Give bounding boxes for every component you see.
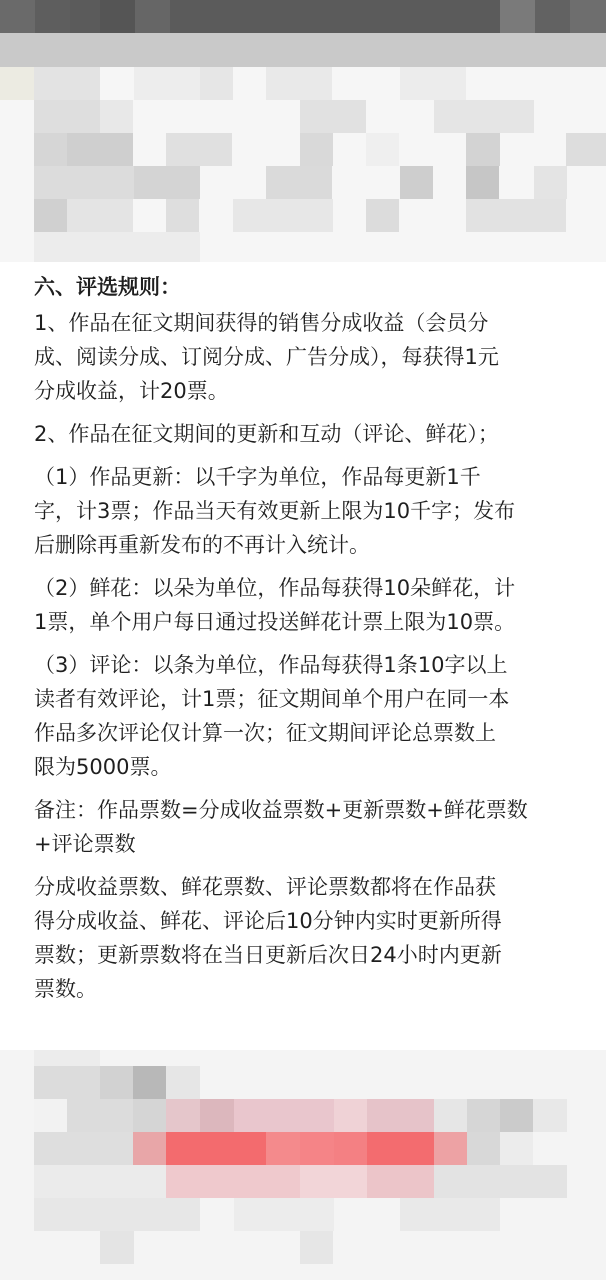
redaction-block (300, 133, 333, 166)
redaction-block (100, 1066, 133, 1099)
redaction-block (400, 67, 466, 100)
redaction-block (300, 1132, 334, 1165)
redaction-block (434, 1099, 467, 1132)
redaction-block (134, 166, 200, 199)
section-heading: 六、评选规则： (34, 275, 181, 299)
redaction-block (334, 1132, 367, 1165)
redacted-image-top (0, 67, 606, 262)
redaction-block (466, 166, 499, 199)
redaction-block (166, 1099, 200, 1132)
redaction-block (34, 1165, 166, 1198)
status-bar-block (35, 0, 70, 33)
redaction-block (100, 100, 133, 133)
redaction-block (467, 1132, 500, 1165)
redaction-block (400, 166, 433, 199)
redaction-block (166, 199, 199, 232)
redaction-block (34, 133, 67, 166)
redaction-block (34, 1050, 100, 1066)
redaction-block (34, 1132, 133, 1165)
redaction-block (266, 67, 332, 100)
status-bar-block (135, 0, 170, 33)
rule-paragraph-comments: （3）评论：以条为单位，作品每获得1条10字以上 读者有效评论，计1票；征文期间单个用户在同一本 作品多次评论仅计算一次；征文期间评论总票数上 限为5000票。 (34, 653, 510, 779)
redaction-block (166, 1132, 266, 1165)
rule-paragraph-1: 1、作品在征文期间获得的销售分成收益（会员分 成、阅读分成、订阅分成、广告分成），每获得1元 分成收益，计20票。 (34, 311, 499, 403)
redaction-block (434, 1165, 567, 1198)
rule-paragraph-flowers: （2）鲜花：以朵为单位，作品每获得10朵鲜花，计 1票，单个用户每日通过投送鲜花计票上限为10票。 (34, 576, 516, 634)
redaction-block (233, 199, 333, 232)
redaction-block (300, 100, 366, 133)
redaction-block (367, 1165, 434, 1198)
redaction-block (334, 1099, 367, 1132)
redaction-block (434, 1132, 467, 1165)
redaction-block (133, 1132, 166, 1165)
redaction-block (34, 166, 134, 199)
redaction-block (366, 133, 399, 166)
redaction-block (34, 1066, 100, 1099)
redaction-block (166, 1066, 200, 1099)
redaction-block (133, 1066, 166, 1099)
status-bar-block (100, 0, 135, 33)
redaction-block (166, 1165, 300, 1198)
redaction-block (534, 166, 567, 199)
redaction-block (500, 1132, 533, 1165)
redaction-block (300, 1231, 333, 1264)
status-bar-block (0, 0, 35, 33)
article-content (34, 270, 582, 1015)
redaction-block (34, 199, 67, 232)
redaction-block (67, 199, 133, 232)
redaction-block (366, 199, 399, 232)
redaction-block (500, 1099, 533, 1132)
redaction-block (533, 1099, 567, 1132)
status-bar-block (500, 0, 535, 33)
redaction-block (466, 133, 500, 166)
redaction-block (234, 1099, 334, 1132)
redaction-block (466, 199, 566, 232)
status-bar-block (570, 0, 606, 33)
redaction-block (0, 67, 34, 100)
redaction-block (234, 1198, 334, 1231)
redaction-block (67, 1099, 133, 1132)
redaction-block (134, 67, 200, 100)
redaction-block (34, 100, 100, 133)
redaction-block (266, 1132, 300, 1165)
redaction-block (34, 67, 100, 100)
redaction-block (200, 1099, 234, 1132)
redaction-block (300, 1165, 367, 1198)
redaction-block (100, 1231, 134, 1264)
redaction-block (367, 1132, 434, 1165)
redaction-block (566, 133, 606, 166)
redaction-block (367, 1099, 434, 1132)
redaction-block (266, 166, 332, 199)
redacted-image-bottom (0, 1050, 606, 1280)
rule-paragraph-note: 备注：作品票数=分成收益票数+更新票数+鲜花票数 +评论票数 (34, 798, 528, 856)
toolbar-redacted (0, 33, 606, 67)
status-bar (0, 0, 606, 33)
redaction-block (434, 100, 534, 133)
rule-paragraph-2: 2、作品在征文期间的更新和互动（评论、鲜花）； (34, 422, 499, 446)
rule-paragraph-update: （1）作品更新：以千字为单位，作品每更新1千 字，计3票；作品当天有效更新上限为10千字；发布 后删除再重新发布的不再计入统计。 (34, 465, 516, 557)
redaction-block (133, 1099, 166, 1132)
redaction-block (166, 133, 232, 166)
rule-paragraph-update-timing: 分成收益票数、鲜花票数、评论票数都将在作品获 得分成收益、鲜花、评论后10分钟内实时更新所得 票数；更新票数将在当日更新后次日24小时内更新 票数。 (34, 875, 502, 1001)
status-bar-block (535, 0, 570, 33)
redaction-block (34, 1198, 200, 1231)
redaction-block (467, 1099, 500, 1132)
redaction-block (34, 232, 200, 262)
redaction-block (400, 1198, 500, 1231)
redaction-block (34, 1099, 67, 1132)
redaction-block (200, 67, 233, 100)
redaction-block (67, 133, 133, 166)
